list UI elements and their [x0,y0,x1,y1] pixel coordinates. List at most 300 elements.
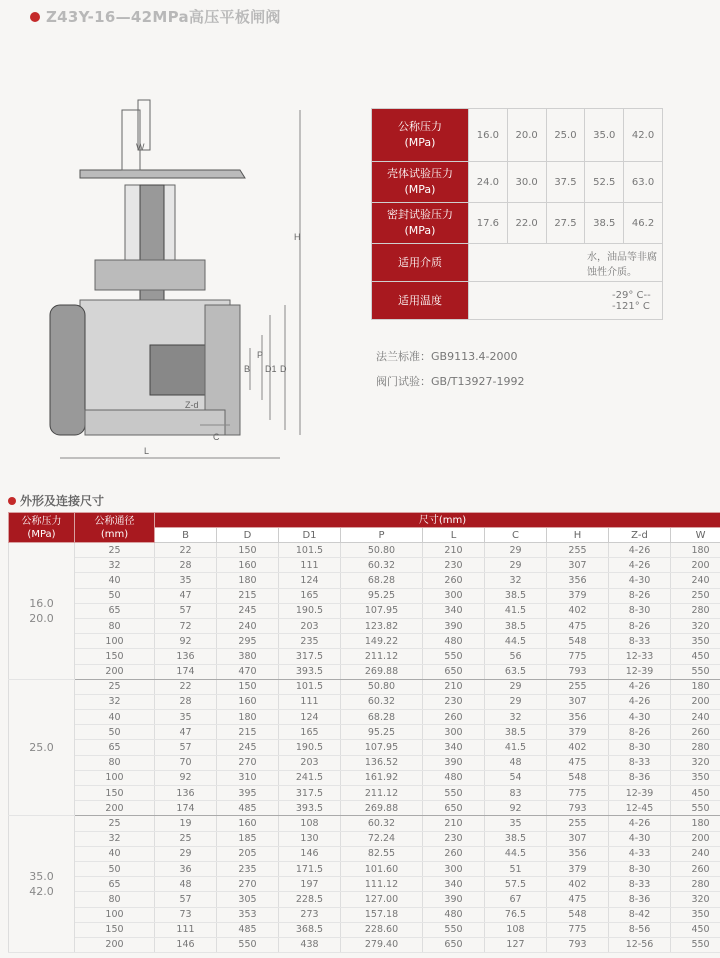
label-D1: D1 [265,364,277,374]
spec-cell: 46.2 [624,203,663,244]
dim-cell: 57 [155,603,217,618]
spec-table [371,108,663,320]
dim-cell: 123.82 [341,618,423,633]
dim-cell: 280 [671,603,720,618]
header-col-B: B [155,528,217,543]
dim-cell: 44.5 [485,846,547,861]
dim-cell: 350 [671,634,720,649]
dim-cell: 356 [547,573,609,588]
dim-cell: 775 [547,649,609,664]
dim-cell: 136 [155,649,217,664]
handwheel [80,170,245,178]
dim-cell: 340 [423,740,485,755]
dim-cell: 38.5 [485,725,547,740]
dim-cell: 353 [217,907,279,922]
dim-cell: 250 [671,588,720,603]
dim-cell: 47 [155,725,217,740]
dim-cell: 485 [217,922,279,937]
dim-cell: 160 [217,694,279,709]
label-H: H [294,232,301,242]
dim-cell: 255 [547,543,609,558]
dim-cell: 47 [155,588,217,603]
spec-cell: 27.5 [546,203,585,244]
valve-drawing [40,90,320,470]
dim-cell: 4-26 [609,558,671,573]
spec-cell: 38.5 [585,203,624,244]
spec-cell: 52.5 [585,162,624,203]
dim-cell: 279.40 [341,937,423,952]
dim-cell: 54 [485,770,547,785]
dim-cell: 68.28 [341,573,423,588]
dim-cell: 210 [423,679,485,694]
dim-cell: 8-36 [609,892,671,907]
dim-cell: 230 [423,558,485,573]
dim-cell: 548 [547,907,609,922]
dim-cell: 41.5 [485,603,547,618]
spec-label: 壳体试验压力 (MPa) [372,162,469,203]
dim-cell: 215 [217,588,279,603]
dim-cell: 235 [279,634,341,649]
dn-cell: 65 [75,877,155,892]
dim-cell: 127.00 [341,892,423,907]
dim-cell: 793 [547,664,609,679]
dim-cell: 402 [547,877,609,892]
dim-cell: 60.32 [341,694,423,709]
dim-cell: 228.60 [341,922,423,937]
spec-cell: 22.0 [507,203,546,244]
dim-cell: 157.18 [341,907,423,922]
dim-cell: 402 [547,740,609,755]
dim-cell: 4-26 [609,816,671,831]
dim-cell: 390 [423,755,485,770]
dim-cell: 475 [547,755,609,770]
dn-cell: 100 [75,770,155,785]
dim-cell: 317.5 [279,786,341,801]
dim-cell: 650 [423,937,485,952]
spec-cell: 25.0 [546,109,585,162]
dim-cell: 350 [671,907,720,922]
dn-cell: 80 [75,755,155,770]
dim-cell: 550 [423,922,485,937]
dn-cell: 25 [75,816,155,831]
dim-cell: 650 [423,664,485,679]
dim-cell: 240 [217,618,279,633]
table-row [9,937,720,952]
dim-cell: 29 [155,846,217,861]
dim-cell: 260 [671,725,720,740]
dim-cell: 32 [485,573,547,588]
table-row [9,831,720,846]
spec-cell: 16.0 [469,109,508,162]
dim-cell: 550 [671,937,720,952]
dim-cell: 8-26 [609,725,671,740]
dim-cell: 8-33 [609,877,671,892]
dim-cell: 174 [155,664,217,679]
dim-cell: 107.95 [341,603,423,618]
dn-cell: 150 [75,786,155,801]
dim-cell: 111 [279,558,341,573]
dim-cell: 8-26 [609,588,671,603]
pressure-group-cell: 25.0 [9,679,75,816]
header-col-W: W [671,528,720,543]
left-flange [50,305,85,435]
dim-cell: 480 [423,770,485,785]
dim-cell: 19 [155,816,217,831]
header-col-H: H [547,528,609,543]
dim-cell: 280 [671,740,720,755]
dim-cell: 92 [155,634,217,649]
dim-cell: 200 [671,694,720,709]
dim-cell: 340 [423,877,485,892]
title-bullet-icon [30,12,40,22]
dim-cell: 4-30 [609,573,671,588]
dn-cell: 50 [75,725,155,740]
dim-cell: 393.5 [279,664,341,679]
dim-cell: 8-42 [609,907,671,922]
dim-cell: 190.5 [279,740,341,755]
spec-cell: 37.5 [546,162,585,203]
dim-cell: 95.25 [341,725,423,740]
table-row [9,892,720,907]
spec-row-pressure [372,109,663,162]
header-col-P: P [341,528,423,543]
table-row [9,740,720,755]
dim-cell: 548 [547,634,609,649]
dim-cell: 450 [671,786,720,801]
dim-cell: 29 [485,679,547,694]
spec-label: 密封试验压力 (MPa) [372,203,469,244]
dn-cell: 200 [75,937,155,952]
dim-cell: 180 [671,543,720,558]
dim-cell: 228.5 [279,892,341,907]
dim-cell: 300 [423,725,485,740]
dim-cell: 241.5 [279,770,341,785]
dim-cell: 35 [485,816,547,831]
dim-cell: 356 [547,846,609,861]
dim-cell: 8-26 [609,618,671,633]
dim-cell: 107.95 [341,740,423,755]
dim-cell: 793 [547,801,609,816]
spec-row-medium [372,244,663,282]
dim-cell: 160 [217,558,279,573]
dim-cell: 393.5 [279,801,341,816]
table-row [9,846,720,861]
dim-cell: 67 [485,892,547,907]
dim-cell: 8-33 [609,755,671,770]
header-size: 尺寸(mm) [155,513,720,528]
dim-cell: 320 [671,892,720,907]
spec-cell: 17.6 [469,203,508,244]
dim-cell: 240 [671,573,720,588]
table-row [9,679,720,694]
dim-cell: 165 [279,725,341,740]
dim-cell: 171.5 [279,861,341,876]
dim-cell: 38.5 [485,588,547,603]
dim-cell: 395 [217,786,279,801]
dim-cell: 60.32 [341,816,423,831]
dim-cell: 190.5 [279,603,341,618]
dn-cell: 65 [75,740,155,755]
section-bullet-icon [8,497,16,505]
dim-cell: 22 [155,679,217,694]
dim-cell: 307 [547,694,609,709]
dim-cell: 12-56 [609,937,671,952]
dim-cell: 38.5 [485,618,547,633]
dim-cell: 203 [279,618,341,633]
dim-cell: 76.5 [485,907,547,922]
spec-temp-value: -29° C---121° C [469,282,663,320]
section-heading [8,492,104,509]
flange-standard: 法兰标准：GB9113.4-2000 [376,350,518,363]
dim-cell: 136.52 [341,755,423,770]
dim-cell: 92 [485,801,547,816]
dim-cell: 269.88 [341,664,423,679]
dim-cell: 310 [217,770,279,785]
dim-cell: 240 [671,846,720,861]
dim-cell: 136 [155,786,217,801]
dim-cell: 550 [671,664,720,679]
dim-cell: 41.5 [485,740,547,755]
header-pressure: 公称压力 (MPa) [9,513,75,543]
base [85,410,225,435]
table-row [9,907,720,922]
dim-cell: 260 [423,846,485,861]
dim-cell: 550 [423,786,485,801]
dim-cell: 124 [279,573,341,588]
table-row [9,558,720,573]
dim-cell: 57 [155,740,217,755]
table-row [9,877,720,892]
dim-cell: 305 [217,892,279,907]
dim-cell: 8-30 [609,861,671,876]
label-B: B [244,364,251,374]
dim-cell: 320 [671,618,720,633]
spec-cell: 24.0 [469,162,508,203]
dim-cell: 240 [671,710,720,725]
dim-cell: 273 [279,907,341,922]
table-row [9,694,720,709]
dim-cell: 235 [217,861,279,876]
dim-cell: 161.92 [341,770,423,785]
dim-cell: 50.80 [341,543,423,558]
dim-cell: 83 [485,786,547,801]
dim-cell: 29 [485,558,547,573]
dim-cell: 150 [217,543,279,558]
dim-cell: 307 [547,558,609,573]
dn-cell: 200 [75,664,155,679]
dn-cell: 80 [75,892,155,907]
dim-cell: 101.5 [279,543,341,558]
dim-cell: 29 [485,694,547,709]
dim-cell: 12-39 [609,664,671,679]
dim-cell: 793 [547,937,609,952]
dim-cell: 108 [279,816,341,831]
dim-cell: 57.5 [485,877,547,892]
dn-cell: 150 [75,922,155,937]
header-col-L: L [423,528,485,543]
dim-cell: 4-26 [609,694,671,709]
dim-cell: 197 [279,877,341,892]
dim-cell: 255 [547,816,609,831]
spec-row-shell [372,162,663,203]
label-D: D [280,364,287,374]
table-row [9,725,720,740]
dim-cell: 470 [217,664,279,679]
dim-cell: 475 [547,892,609,907]
dim-cell: 8-56 [609,922,671,937]
dim-cell: 4-26 [609,679,671,694]
dim-cell: 72.24 [341,831,423,846]
label-L: L [144,446,150,456]
dim-cell: 307 [547,831,609,846]
header-col-Zd: Z-d [609,528,671,543]
dim-cell: 108 [485,922,547,937]
dn-cell: 40 [75,846,155,861]
dn-cell: 25 [75,679,155,694]
dn-cell: 40 [75,710,155,725]
dim-cell: 340 [423,603,485,618]
table-row [9,922,720,937]
dim-cell: 57 [155,892,217,907]
dim-cell: 60.32 [341,558,423,573]
label-Zd: Z-d [185,400,199,410]
dim-cell: 165 [279,588,341,603]
dim-cell: 101.5 [279,679,341,694]
dim-cell: 150 [217,679,279,694]
dim-cell: 245 [217,603,279,618]
dimension-table [8,512,720,953]
header-col-C: C [485,528,547,543]
dim-cell: 210 [423,543,485,558]
dim-cell: 438 [279,937,341,952]
dim-cell: 8-30 [609,740,671,755]
dim-cell: 8-30 [609,603,671,618]
dim-cell: 82.55 [341,846,423,861]
dim-cell: 295 [217,634,279,649]
dim-cell: 200 [671,831,720,846]
dim-cell: 211.12 [341,649,423,664]
dim-cell: 300 [423,588,485,603]
dim-cell: 130 [279,831,341,846]
header-dn: 公称通径 (mm) [75,513,155,543]
dim-cell: 72 [155,618,217,633]
dim-cell: 379 [547,725,609,740]
dim-cell: 12-39 [609,786,671,801]
dim-cell: 270 [217,877,279,892]
dim-cell: 379 [547,861,609,876]
dim-cell: 160 [217,816,279,831]
spec-cell: 35.0 [585,109,624,162]
label-W: W [136,142,145,152]
dim-cell: 450 [671,922,720,937]
dim-cell: 4-30 [609,831,671,846]
valve-test-standard: 阀门试验：GB/T13927-1992 [376,375,525,388]
dim-cell: 68.28 [341,710,423,725]
dim-cell: 95.25 [341,588,423,603]
dim-cell: 320 [671,755,720,770]
dim-cell: 101.60 [341,861,423,876]
section-title: 外形及连接尺寸 [20,494,105,508]
dim-cell: 4-33 [609,846,671,861]
label-P: P [257,350,264,360]
dim-cell: 260 [423,573,485,588]
dim-cell: 390 [423,892,485,907]
dim-cell: 550 [671,801,720,816]
dim-cell: 368.5 [279,922,341,937]
dim-cell: 775 [547,922,609,937]
dim-cell: 380 [217,649,279,664]
dim-cell: 260 [423,710,485,725]
dim-cell: 35 [155,710,217,725]
dim-cell: 4-30 [609,710,671,725]
dim-cell: 35 [155,573,217,588]
table-row [9,801,720,816]
table-row [9,816,720,831]
pressure-group-cell: 16.0 20.0 [9,543,75,680]
dim-cell: 111.12 [341,877,423,892]
header-col-D1: D1 [279,528,341,543]
dim-cell: 260 [671,861,720,876]
dim-cell: 180 [217,710,279,725]
dim-cell: 48 [155,877,217,892]
dim-cell: 480 [423,634,485,649]
dim-cell: 174 [155,801,217,816]
dim-cell: 12-45 [609,801,671,816]
table-row [9,543,720,558]
dim-cell: 146 [155,937,217,952]
dim-cell: 38.5 [485,831,547,846]
table-row [9,786,720,801]
dim-cell: 480 [423,907,485,922]
dim-cell: 548 [547,770,609,785]
bonnet [95,260,205,290]
dim-cell: 8-36 [609,770,671,785]
table-row [9,710,720,725]
header-col-D: D [217,528,279,543]
dn-cell: 32 [75,558,155,573]
spec-label: 公称压力 (MPa) [372,109,469,162]
spec-medium-label: 适用介质 [372,244,469,282]
dn-cell: 100 [75,907,155,922]
dim-cell: 379 [547,588,609,603]
dim-cell: 12-33 [609,649,671,664]
dim-cell: 124 [279,710,341,725]
spec-cell: 20.0 [507,109,546,162]
dim-cell: 230 [423,831,485,846]
dim-cell: 270 [217,755,279,770]
dim-cell: 550 [217,937,279,952]
dim-cell: 350 [671,770,720,785]
spec-cell: 63.0 [624,162,663,203]
dim-cell: 25 [155,831,217,846]
table-row [9,634,720,649]
dim-cell: 149.22 [341,634,423,649]
dim-cell: 650 [423,801,485,816]
label-C: C [213,432,220,442]
dim-cell: 280 [671,877,720,892]
dn-cell: 80 [75,618,155,633]
dim-cell: 111 [155,922,217,937]
dim-cell: 28 [155,558,217,573]
dim-cell: 56 [485,649,547,664]
dim-cell: 203 [279,755,341,770]
dim-cell: 230 [423,694,485,709]
spec-row-seal [372,203,663,244]
dn-cell: 32 [75,694,155,709]
dim-cell: 255 [547,679,609,694]
dim-cell: 550 [423,649,485,664]
dim-cell: 775 [547,786,609,801]
